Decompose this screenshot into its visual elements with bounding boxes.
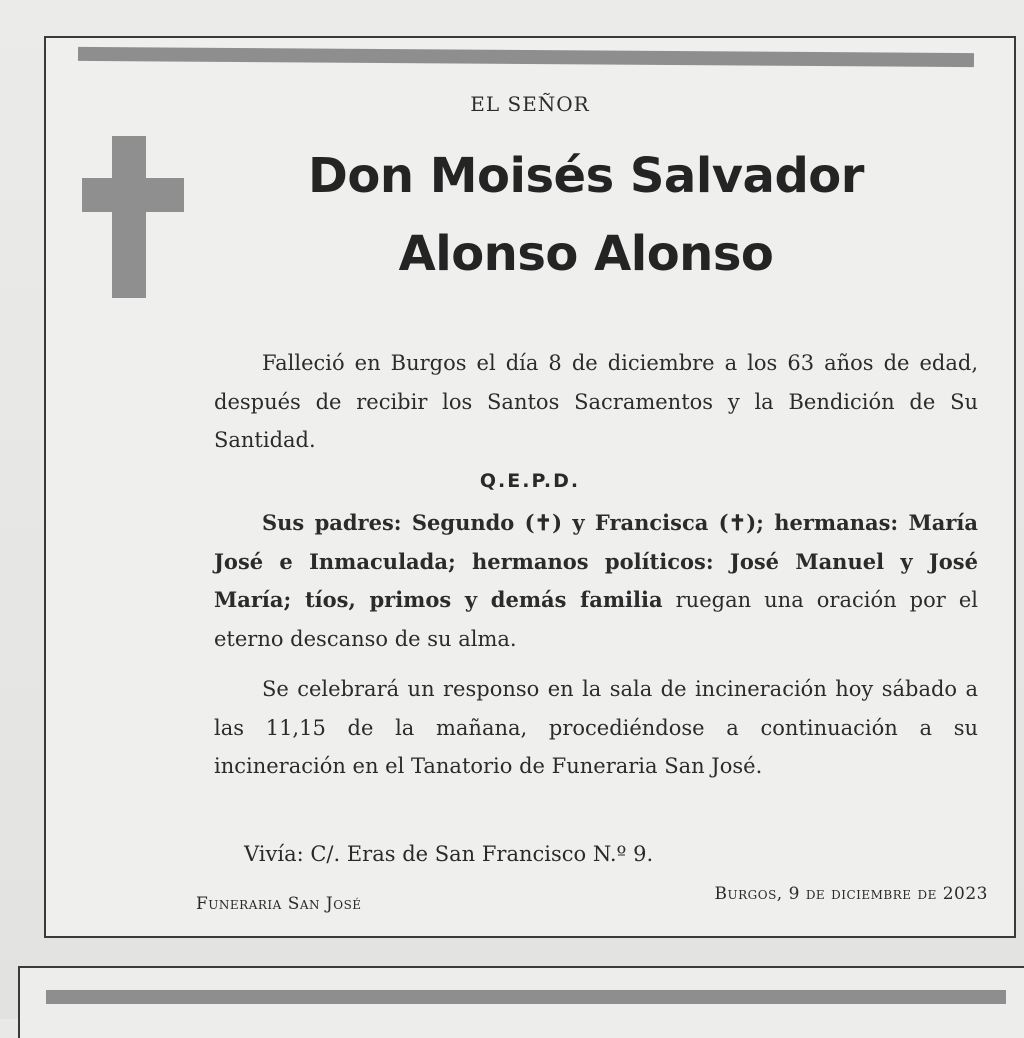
next-notice-box (18, 966, 1024, 1038)
deceased-name-line2: Alonso Alonso (398, 226, 774, 282)
notice-heading: EL SEÑOR (470, 92, 590, 116)
prayer-request-text: ruegan una oración por el eterno descanso de su alma. (214, 588, 978, 651)
qepd-label: Q.E.P.D. (479, 470, 581, 492)
address-line: Vivía: C/. Eras de San Francisco N.º 9. (244, 842, 654, 866)
obituary-notice (44, 36, 1016, 938)
funeral-home-name: Funeraria San José (196, 894, 362, 914)
service-paragraph: Se celebrará un responso en la sala de incineración hoy sábado a las 11,15 de la mañana, procediéndose a continuación a su incineración en el Tanatorio de Funeraria San José. (214, 677, 978, 778)
family-paragraph (214, 504, 978, 658)
next-decorative-band (46, 990, 1006, 1004)
deceased-name-line1: Don Moisés Salvador (308, 148, 864, 204)
family-members-text: Sus padres: Segundo (✝) y Francisca (✝); hermanas: María José e Inmaculada; hermanos políticos: José Manuel y José María; tíos, primos y demás familia (214, 510, 978, 612)
top-decorative-band (78, 47, 974, 67)
place-date: Burgos, 9 de diciembre de 2023 (714, 884, 988, 904)
death-paragraph: Falleció en Burgos el día 8 de diciembre a los 63 años de edad, después de recibir los Santos Sacramentos y la Bendición de Su Santidad. (214, 351, 978, 452)
